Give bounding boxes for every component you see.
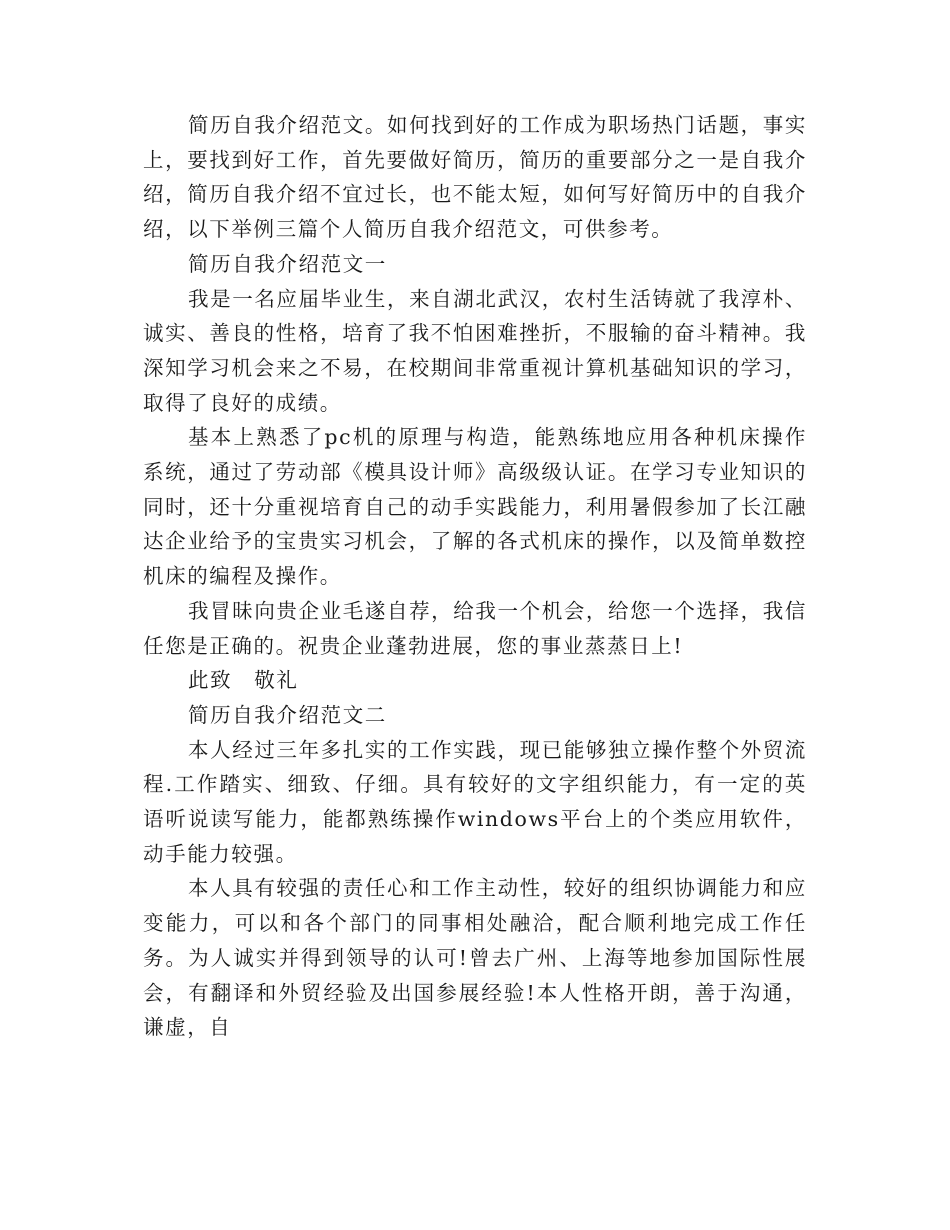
paragraph-sample-one-skills: 基本上熟悉了pc机的原理与构造，能熟练地应用各种机床操作系统，通过了劳动部《模具设计师》高级级认证。在学习专业知识的同时，还十分重视培育自己的动手实践能力，利用暑假参加了长江融达企业给予的宝贵实习机会，了解的各式机床的操作，以及简单数控机床的编程及操作。 xyxy=(143,425,807,589)
heading-sample-one: 简历自我介绍范文一 xyxy=(188,251,387,276)
salutation: 此致 敬礼 xyxy=(188,668,299,693)
paragraph-sample-two-personality: 本人具有较强的责任心和工作主动性，较好的组织协调能力和应变能力，可以和各个部门的同事相处融洽，配合顺利地完成工作任务。为人诚实并得到领导的认可!曾去广州、上海等地参加国际性展会，有翻译和外贸经验及出国参展经验!本人性格开朗，善于沟通，谦虚，自 xyxy=(143,876,807,1040)
paragraph-sample-two-experience: 本人经过三年多扎实的工作实践，现已能够独立操作整个外贸流程.工作踏实、细致、仔细。具有较好的文字组织能力，有一定的英语听说读写能力，能都熟练操作windows平台上的个类应用软件，动手能力较强。 xyxy=(143,737,807,866)
heading-sample-two: 简历自我介绍范文二 xyxy=(188,702,387,727)
paragraph-sample-one-closing: 我冒昧向贵企业毛遂自荐，给我一个机会，给您一个选择，我信任您是正确的。祝贵企业蓬勃进展，您的事业蒸蒸日上! xyxy=(143,598,807,658)
paragraph-intro: 简历自我介绍范文。如何找到好的工作成为职场热门话题，事实上，要找到好工作，首先要做好简历，简历的重要部分之一是自我介绍，简历自我介绍不宜过长，也不能太短，如何写好简历中的自我介绍，以下举例三篇个人简历自我介绍范文，可供参考。 xyxy=(143,113,807,242)
document-body xyxy=(143,108,807,1045)
paragraph-sample-one-background: 我是一名应届毕业生，来自湖北武汉，农村生活铸就了我淳朴、诚实、善良的性格，培育了我不怕困难挫折，不服输的奋斗精神。我深知学习机会来之不易，在校期间非常重视计算机基础知识的学习，取得了良好的成绩。 xyxy=(143,286,807,415)
